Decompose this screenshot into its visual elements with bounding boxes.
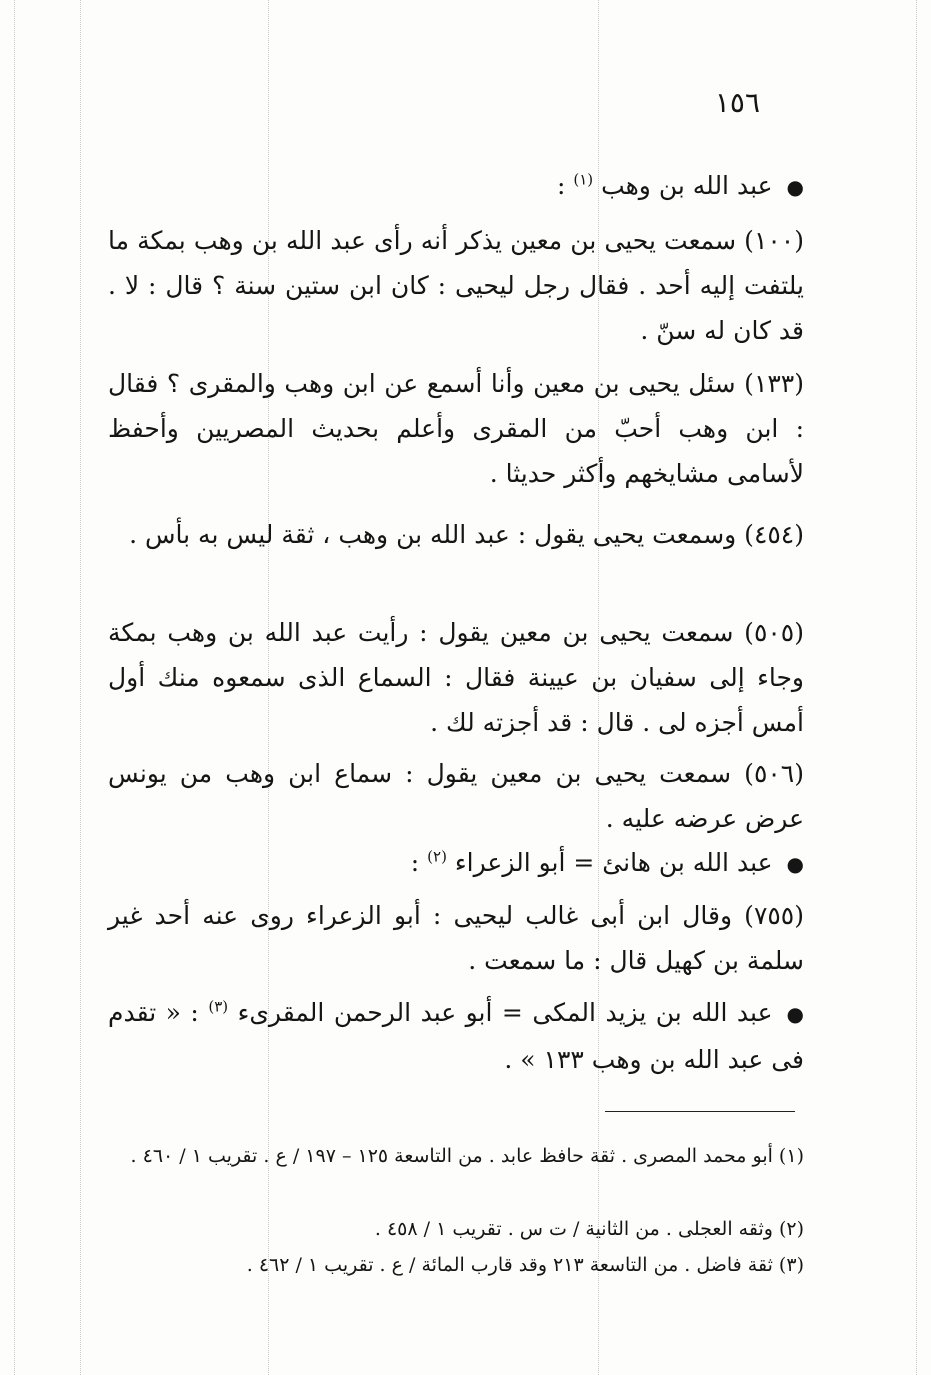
- footnote-ref: (٣): [208, 997, 229, 1016]
- footnote: (٢) وثقه العجلى . من الثانية / ت س . تقريب ١ / ٤٥٨ .: [374, 1218, 804, 1240]
- footnote-divider: [605, 1111, 795, 1112]
- footnote: (١) أبو محمد المصرى . ثقة حافظ عابد . من التاسعة ١٢٥ – ١٩٧ / ع . تقريب ١ / ٤٦٠ .: [130, 1145, 804, 1167]
- heading-suffix: :: [410, 848, 420, 877]
- scan-artifact-line: [80, 0, 81, 1375]
- narration-paragraph: (٤٥٤) وسمعت يحيى يقول : عبد الله بن وهب ، ثقة ليس به بأس .: [129, 520, 804, 549]
- entry-heading: [108, 163, 804, 210]
- heading-text: عبد الله بن وهب: [601, 171, 773, 200]
- narration-paragraph: (٥٠٦) سمعت يحيى بن معين يقول : سماع ابن وهب من يونس عرض عرضه عليه .: [108, 759, 804, 833]
- bullet-icon: ●: [786, 175, 804, 199]
- narration-paragraph: (٥٠٥) سمعت يحيى بن معين يقول : رأيت عبد الله بن وهب بمكة وجاء إلى سفيان بن عيينة فقال : السماع الذى سمعوه منك أول أمس أجزه لى . قال : قد أجزته لك .: [108, 618, 804, 737]
- bullet-icon: ●: [786, 1002, 804, 1026]
- entry-heading: [108, 990, 804, 1082]
- bullet-icon: ●: [786, 852, 804, 876]
- heading-suffix: : « تقدم فى عبد الله بن وهب ١٣٣ » .: [108, 998, 804, 1074]
- footnote: (٣) ثقة فاضل . من التاسعة ٢١٣ وقد قارب المائة / ع . تقريب ١ / ٤٦٢ .: [246, 1254, 804, 1276]
- narration-paragraph: (١٣٣) سئل يحيى بن معين وأنا أسمع عن ابن وهب والمقرى ؟ فقال : ابن وهب أحبّ من المقرى وأعلم بحديث المصريين وأحفظ لأسامى مشايخهم وأكثر حديثا .: [108, 369, 804, 488]
- scan-artifact-line: [916, 0, 917, 1375]
- heading-text: عبد الله بن يزيد المكى = أبو عبد الرحمن المقرىء: [237, 998, 773, 1027]
- narration-paragraph: (١٠٠) سمعت يحيى بن معين يذكر أنه رأى عبد الله بن وهب بمكة ما يلتفت إليه أحد . فقال رجل ليحيى : كان ابن ستين سنة ؟ قال : لا . قد كان له سنّ .: [108, 226, 804, 345]
- scan-artifact-line: [14, 0, 15, 1375]
- entry-heading: [108, 840, 804, 887]
- page-number: ١٥٦: [714, 86, 760, 119]
- footnote-ref: (١): [573, 170, 594, 189]
- heading-suffix: :: [556, 171, 566, 200]
- narration-paragraph: (٧٥٥) وقال ابن أبى غالب ليحيى : أبو الزعراء روى عنه أحد غير سلمة بن كهيل قال : ما سمعت .: [108, 901, 804, 975]
- footnote-ref: (٢): [427, 847, 447, 866]
- heading-text: عبد الله بن هانئ = أبو الزعراء: [454, 848, 773, 877]
